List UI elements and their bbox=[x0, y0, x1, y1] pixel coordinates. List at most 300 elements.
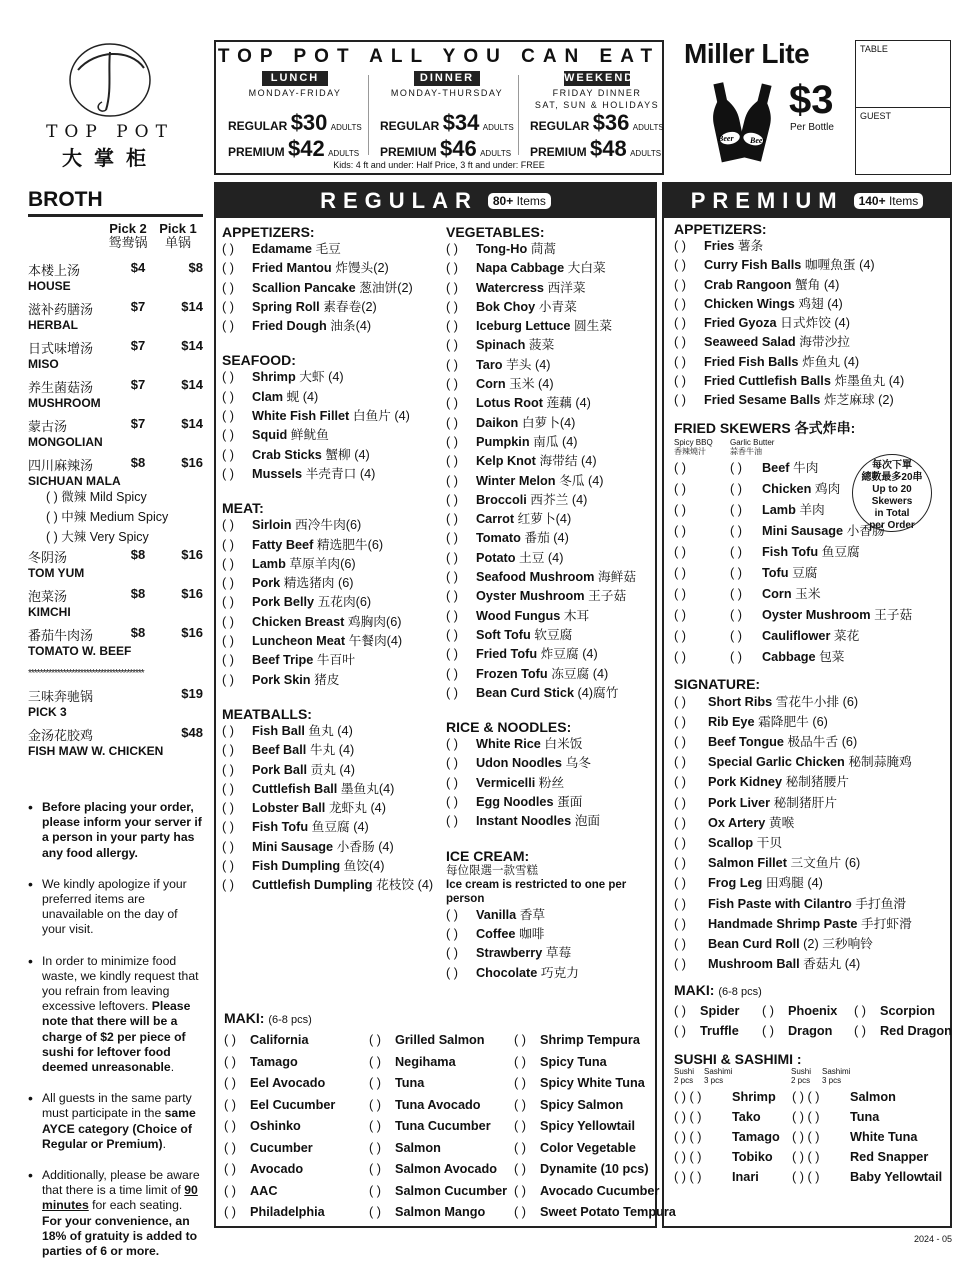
checkbox-icon[interactable]: ( ) bbox=[674, 957, 686, 972]
checkbox-icon[interactable]: ( ) bbox=[674, 374, 686, 389]
maki-item[interactable] bbox=[369, 1159, 514, 1181]
checkbox-icon[interactable]: ( ) bbox=[674, 239, 686, 253]
garlic-butter-checkbox-icon[interactable]: ( ) bbox=[730, 523, 742, 538]
sushi-item[interactable] bbox=[792, 1107, 947, 1127]
meatball-item[interactable] bbox=[222, 741, 442, 760]
appetizer-item[interactable] bbox=[222, 279, 442, 298]
maki-item[interactable] bbox=[369, 1116, 514, 1138]
checkbox-icon[interactable]: ( ) bbox=[446, 570, 458, 585]
signature-item[interactable] bbox=[674, 813, 949, 833]
checkbox-icon[interactable]: ( ) bbox=[222, 743, 234, 758]
checkbox-icon[interactable]: ( ) bbox=[762, 1004, 774, 1019]
checkbox-icon[interactable]: ( ) bbox=[446, 926, 458, 941]
garlic-butter-checkbox-icon[interactable]: ( ) bbox=[730, 586, 742, 601]
checkbox-icon[interactable]: ( ) bbox=[224, 1162, 236, 1176]
checkbox-icon[interactable]: ( ) bbox=[222, 319, 234, 334]
seafood-item[interactable] bbox=[222, 388, 442, 407]
checkbox-icon[interactable]: ( ) bbox=[222, 447, 234, 462]
maki-item[interactable] bbox=[369, 1181, 514, 1203]
checkbox-icon[interactable]: ( ) bbox=[674, 876, 686, 891]
checkbox-icon[interactable]: ( ) bbox=[446, 434, 458, 449]
checkbox-icon[interactable]: ( ) bbox=[446, 589, 458, 604]
meatball-item[interactable] bbox=[222, 838, 442, 857]
broth-item[interactable] bbox=[28, 377, 203, 416]
sushi-item[interactable] bbox=[792, 1127, 947, 1147]
checkbox-icon[interactable]: ( ) bbox=[222, 428, 234, 443]
sushi-item[interactable] bbox=[674, 1107, 792, 1127]
checkbox-icon[interactable]: ( ) bbox=[674, 296, 686, 311]
checkbox-icon[interactable]: ( ) bbox=[224, 1033, 236, 1047]
checkbox-icon[interactable]: ( ) bbox=[446, 814, 458, 829]
checkbox-icon[interactable]: ( ) bbox=[446, 550, 458, 565]
checkbox-icon[interactable]: ( ) bbox=[674, 795, 686, 810]
vegetable-item[interactable] bbox=[446, 452, 656, 471]
checkbox-icon[interactable]: ( ) bbox=[762, 1024, 774, 1039]
rice-noodle-item[interactable] bbox=[446, 754, 656, 773]
spicy-bbq-checkbox-icon[interactable]: ( ) bbox=[674, 481, 686, 496]
sushi-item[interactable] bbox=[674, 1167, 792, 1187]
signature-item[interactable] bbox=[674, 772, 949, 792]
maki-item[interactable] bbox=[224, 1052, 369, 1074]
checkbox-icon[interactable]: ( ) bbox=[674, 393, 686, 408]
vegetable-item[interactable] bbox=[446, 298, 656, 317]
ice-cream-item[interactable] bbox=[446, 944, 656, 963]
checkbox-icon[interactable]: ( ) bbox=[446, 377, 458, 392]
checkbox-icon[interactable]: ( ) bbox=[222, 723, 234, 738]
checkbox-icon[interactable]: ( ) bbox=[674, 714, 686, 729]
seafood-item[interactable] bbox=[222, 446, 442, 465]
meatball-item[interactable] bbox=[222, 818, 442, 837]
checkbox-icon[interactable]: ( ) bbox=[446, 685, 458, 700]
checkbox-icon[interactable]: ( ) bbox=[222, 299, 234, 314]
checkbox-icon[interactable]: ( ) bbox=[514, 1183, 526, 1198]
vegetable-item[interactable] bbox=[446, 240, 656, 259]
sushi-item[interactable] bbox=[792, 1147, 947, 1167]
maki-item[interactable] bbox=[514, 1202, 676, 1224]
checkbox-icon[interactable]: ( ) bbox=[446, 319, 458, 334]
signature-item[interactable] bbox=[674, 954, 949, 974]
premium-appetizer-item[interactable] bbox=[674, 333, 949, 352]
ice-cream-item[interactable] bbox=[446, 964, 656, 983]
sushi-item[interactable] bbox=[792, 1167, 947, 1187]
meatball-item[interactable] bbox=[222, 780, 442, 799]
checkbox-icon[interactable]: ( ) bbox=[369, 1162, 381, 1176]
sushi-checkbox-icon[interactable]: ( ) ( ) bbox=[674, 1150, 702, 1165]
vegetable-item[interactable] bbox=[446, 626, 656, 645]
signature-item[interactable] bbox=[674, 914, 949, 934]
meatball-item[interactable] bbox=[222, 876, 442, 895]
signature-item[interactable] bbox=[674, 793, 949, 813]
checkbox-icon[interactable]: ( ) bbox=[674, 896, 686, 911]
checkbox-icon[interactable]: ( ) bbox=[222, 389, 234, 404]
sushi-checkbox-icon[interactable]: ( ) ( ) bbox=[792, 1150, 820, 1165]
appetizer-item[interactable] bbox=[222, 298, 442, 317]
vegetable-item[interactable] bbox=[446, 414, 656, 433]
checkbox-icon[interactable]: ( ) bbox=[446, 415, 458, 430]
broth-item[interactable] bbox=[28, 338, 203, 377]
broth-item[interactable] bbox=[28, 455, 203, 487]
checkbox-icon[interactable]: ( ) bbox=[222, 466, 234, 481]
checkbox-icon[interactable]: ( ) bbox=[446, 280, 458, 295]
signature-item[interactable] bbox=[674, 692, 949, 712]
checkbox-icon[interactable]: ( ) bbox=[222, 839, 234, 854]
garlic-butter-checkbox-icon[interactable]: ( ) bbox=[730, 565, 742, 580]
checkbox-icon[interactable]: ( ) bbox=[446, 666, 458, 681]
signature-item[interactable] bbox=[674, 833, 949, 853]
checkbox-icon[interactable]: ( ) bbox=[446, 299, 458, 314]
meat-item[interactable] bbox=[222, 536, 442, 555]
maki-item[interactable] bbox=[514, 1030, 654, 1052]
premium-maki-item[interactable] bbox=[674, 1021, 762, 1041]
checkbox-icon[interactable]: ( ) bbox=[514, 1076, 526, 1090]
checkbox-icon[interactable]: ( ) bbox=[446, 627, 458, 642]
maki-item[interactable] bbox=[224, 1159, 369, 1181]
checkbox-icon[interactable]: ( ) bbox=[674, 277, 686, 292]
checkbox-icon[interactable]: ( ) bbox=[222, 820, 234, 835]
checkbox-icon[interactable]: ( ) bbox=[446, 473, 458, 488]
checkbox-icon[interactable]: ( ) bbox=[674, 856, 686, 871]
premium-appetizer-item[interactable] bbox=[674, 391, 949, 410]
checkbox-icon[interactable]: ( ) bbox=[854, 1004, 866, 1019]
ice-cream-item[interactable] bbox=[446, 906, 656, 925]
maki-item[interactable] bbox=[369, 1073, 514, 1095]
signature-item[interactable] bbox=[674, 934, 949, 954]
spicy-bbq-checkbox-icon[interactable]: ( ) bbox=[674, 502, 686, 517]
checkbox-icon[interactable]: ( ) bbox=[674, 815, 686, 830]
garlic-butter-checkbox-icon[interactable]: ( ) bbox=[730, 481, 742, 496]
signature-item[interactable] bbox=[674, 752, 949, 772]
checkbox-icon[interactable]: ( ) bbox=[446, 492, 458, 507]
spicy-level-option[interactable]: ( ) 中辣 Medium Spicy bbox=[46, 510, 169, 524]
vegetable-item[interactable] bbox=[446, 645, 656, 664]
sushi-checkbox-icon[interactable]: ( ) ( ) bbox=[674, 1170, 702, 1185]
meatball-item[interactable] bbox=[222, 722, 442, 741]
checkbox-icon[interactable]: ( ) bbox=[222, 878, 234, 893]
seafood-item[interactable] bbox=[222, 465, 442, 484]
guest-field[interactable]: GUEST bbox=[860, 111, 892, 121]
checkbox-icon[interactable]: ( ) bbox=[224, 1140, 236, 1155]
checkbox-icon[interactable]: ( ) bbox=[446, 512, 458, 527]
checkbox-icon[interactable]: ( ) bbox=[222, 653, 234, 668]
maki-item[interactable] bbox=[514, 1073, 654, 1095]
sushi-checkbox-icon[interactable]: ( ) ( ) bbox=[674, 1110, 702, 1125]
maki-item[interactable] bbox=[224, 1181, 369, 1203]
signature-name-cn: 黄喉 bbox=[768, 815, 795, 830]
checkbox-icon[interactable]: ( ) bbox=[222, 762, 234, 777]
checkbox-icon[interactable]: ( ) bbox=[222, 242, 234, 256]
checkbox-icon[interactable]: ( ) bbox=[222, 537, 234, 552]
checkbox-icon[interactable]: ( ) bbox=[222, 261, 234, 276]
checkbox-icon[interactable]: ( ) bbox=[514, 1140, 526, 1155]
vegetable-item[interactable] bbox=[446, 684, 656, 703]
checkbox-icon[interactable]: ( ) bbox=[514, 1054, 526, 1069]
vegetable-item[interactable] bbox=[446, 336, 656, 355]
maki-item[interactable] bbox=[369, 1030, 514, 1052]
sushi-checkbox-icon[interactable]: ( ) ( ) bbox=[792, 1110, 820, 1125]
checkbox-icon[interactable]: ( ) bbox=[224, 1119, 236, 1133]
meat-item[interactable] bbox=[222, 613, 442, 632]
checkbox-icon[interactable]: ( ) bbox=[674, 916, 686, 931]
checkbox-icon[interactable]: ( ) bbox=[446, 531, 458, 546]
checkbox-icon[interactable]: ( ) bbox=[446, 242, 458, 256]
signature-item[interactable] bbox=[674, 712, 949, 732]
meatball-item[interactable] bbox=[222, 857, 442, 876]
broth-item[interactable] bbox=[28, 547, 203, 586]
checkbox-icon[interactable]: ( ) bbox=[222, 634, 234, 649]
checkbox-icon[interactable]: ( ) bbox=[369, 1097, 381, 1112]
premium-appetizer-item[interactable] bbox=[674, 353, 949, 372]
vegetable-item[interactable] bbox=[446, 665, 656, 684]
checkbox-icon[interactable]: ( ) bbox=[222, 614, 234, 629]
checkbox-icon[interactable]: ( ) bbox=[222, 576, 234, 591]
spicy-bbq-checkbox-icon[interactable]: ( ) bbox=[674, 523, 686, 538]
spicy-level-option[interactable]: ( ) 微辣 Mild Spicy bbox=[46, 490, 147, 504]
skewer-item[interactable] bbox=[674, 542, 949, 563]
meat-item[interactable] bbox=[222, 574, 442, 593]
checkbox-icon[interactable]: ( ) bbox=[514, 1097, 526, 1112]
vegetable-item[interactable] bbox=[446, 317, 656, 336]
broth-item[interactable] bbox=[28, 260, 203, 299]
premium-appetizer-item[interactable] bbox=[674, 256, 949, 275]
rice-noodle-item[interactable] bbox=[446, 774, 656, 793]
spicy-level-option[interactable]: ( ) 大辣 Very Spicy bbox=[46, 530, 149, 544]
checkbox-icon[interactable]: ( ) bbox=[674, 735, 686, 750]
vegetable-item[interactable] bbox=[446, 607, 656, 626]
checkbox-icon[interactable]: ( ) bbox=[446, 357, 458, 372]
checkbox-icon[interactable]: ( ) bbox=[369, 1183, 381, 1198]
checkbox-icon[interactable]: ( ) bbox=[514, 1205, 526, 1219]
premium-maki-item[interactable] bbox=[762, 1021, 854, 1041]
checkbox-icon[interactable]: ( ) bbox=[224, 1205, 236, 1219]
broth-item[interactable] bbox=[28, 586, 203, 625]
skewer-item[interactable] bbox=[674, 626, 949, 647]
sushi-item[interactable] bbox=[674, 1087, 792, 1107]
skewer-item[interactable] bbox=[674, 584, 949, 605]
appetizer-item[interactable] bbox=[222, 259, 442, 278]
garlic-butter-checkbox-icon[interactable]: ( ) bbox=[730, 607, 742, 622]
meat-item[interactable] bbox=[222, 651, 442, 670]
maki-item[interactable] bbox=[224, 1138, 369, 1160]
premium-appetizer-item[interactable] bbox=[674, 372, 949, 391]
checkbox-icon[interactable]: ( ) bbox=[222, 781, 234, 796]
maki-item[interactable] bbox=[514, 1181, 660, 1203]
checkbox-icon[interactable]: ( ) bbox=[222, 859, 234, 874]
appetizer-item[interactable] bbox=[222, 317, 442, 336]
checkbox-icon[interactable]: ( ) bbox=[446, 454, 458, 469]
signature-item[interactable] bbox=[674, 873, 949, 893]
checkbox-icon[interactable]: ( ) bbox=[674, 835, 686, 850]
sushi-checkbox-icon[interactable]: ( ) ( ) bbox=[792, 1090, 820, 1105]
checkbox-icon[interactable]: ( ) bbox=[446, 261, 458, 276]
checkbox-icon[interactable]: ( ) bbox=[674, 694, 686, 709]
checkbox-icon[interactable]: ( ) bbox=[222, 672, 234, 687]
maki-item[interactable] bbox=[514, 1052, 654, 1074]
checkbox-icon[interactable]: ( ) bbox=[224, 1076, 236, 1090]
maki-item[interactable] bbox=[514, 1095, 654, 1117]
skewer-item[interactable] bbox=[674, 647, 949, 668]
checkbox-icon[interactable]: ( ) bbox=[369, 1140, 381, 1155]
checkbox-icon[interactable]: ( ) bbox=[446, 965, 458, 980]
premium-maki-item[interactable] bbox=[854, 1021, 952, 1041]
checkbox-icon[interactable]: ( ) bbox=[854, 1024, 866, 1039]
maki-item[interactable] bbox=[514, 1159, 654, 1181]
checkbox-icon[interactable]: ( ) bbox=[369, 1205, 381, 1219]
checkbox-icon[interactable]: ( ) bbox=[222, 556, 234, 571]
sushi-item[interactable] bbox=[792, 1087, 947, 1107]
checkbox-icon[interactable]: ( ) bbox=[369, 1119, 381, 1133]
garlic-butter-checkbox-icon[interactable]: ( ) bbox=[730, 544, 742, 559]
premium-appetizer-item[interactable] bbox=[674, 295, 949, 314]
maki-item[interactable] bbox=[369, 1202, 514, 1224]
garlic-butter-checkbox-icon[interactable]: ( ) bbox=[730, 649, 742, 664]
checkbox-icon[interactable]: ( ) bbox=[674, 775, 686, 790]
skewer-item[interactable] bbox=[674, 563, 949, 584]
checkbox-icon[interactable]: ( ) bbox=[446, 338, 458, 353]
garlic-butter-checkbox-icon[interactable]: ( ) bbox=[730, 460, 742, 475]
checkbox-icon[interactable]: ( ) bbox=[674, 936, 686, 951]
meat-item[interactable] bbox=[222, 555, 442, 574]
spicy-bbq-checkbox-icon[interactable]: ( ) bbox=[674, 607, 686, 622]
spicy-bbq-checkbox-icon[interactable]: ( ) bbox=[674, 565, 686, 580]
vegetable-item[interactable] bbox=[446, 394, 656, 413]
meatball-item[interactable] bbox=[222, 761, 442, 780]
premium-maki-item[interactable] bbox=[854, 1001, 949, 1021]
ice-cream-item[interactable] bbox=[446, 925, 656, 944]
checkbox-icon[interactable]: ( ) bbox=[369, 1054, 381, 1069]
checkbox-icon[interactable]: ( ) bbox=[222, 370, 234, 385]
vegetable-item[interactable] bbox=[446, 587, 656, 606]
rice-noodle-item[interactable] bbox=[446, 735, 656, 754]
checkbox-icon[interactable]: ( ) bbox=[222, 595, 234, 610]
maki-item[interactable] bbox=[369, 1095, 514, 1117]
maki-item[interactable] bbox=[514, 1116, 654, 1138]
checkbox-icon[interactable]: ( ) bbox=[514, 1119, 526, 1133]
seafood-item[interactable] bbox=[222, 426, 442, 445]
vegetable-item[interactable] bbox=[446, 491, 656, 510]
checkbox-icon[interactable]: ( ) bbox=[514, 1162, 526, 1176]
seafood-item[interactable] bbox=[222, 368, 442, 387]
vegetable-item[interactable] bbox=[446, 375, 656, 394]
broth-item[interactable] bbox=[28, 686, 203, 725]
checkbox-icon[interactable]: ( ) bbox=[224, 1183, 236, 1198]
meat-item[interactable] bbox=[222, 632, 442, 651]
maki-item[interactable] bbox=[514, 1138, 654, 1160]
spicy-bbq-checkbox-icon[interactable]: ( ) bbox=[674, 544, 686, 559]
broth-item[interactable] bbox=[28, 299, 203, 338]
garlic-butter-checkbox-icon[interactable]: ( ) bbox=[730, 628, 742, 643]
checkbox-icon[interactable]: ( ) bbox=[446, 647, 458, 662]
checkbox-icon[interactable]: ( ) bbox=[674, 335, 686, 350]
vegetable-item[interactable] bbox=[446, 259, 656, 278]
meat-item[interactable] bbox=[222, 593, 442, 612]
table-guest-box[interactable] bbox=[855, 40, 951, 175]
signature-item[interactable] bbox=[674, 894, 949, 914]
spicy-bbq-checkbox-icon[interactable]: ( ) bbox=[674, 460, 686, 475]
vegetable-item[interactable] bbox=[446, 356, 656, 375]
checkbox-icon[interactable]: ( ) bbox=[369, 1033, 381, 1047]
sushi-checkbox-icon[interactable]: ( ) ( ) bbox=[792, 1170, 820, 1185]
checkbox-icon[interactable]: ( ) bbox=[674, 1004, 686, 1019]
table-field[interactable]: TABLE bbox=[856, 41, 950, 108]
spicy-bbq-checkbox-icon[interactable]: ( ) bbox=[674, 586, 686, 601]
checkbox-icon[interactable]: ( ) bbox=[369, 1076, 381, 1090]
maki-item[interactable] bbox=[369, 1138, 514, 1160]
checkbox-icon[interactable]: ( ) bbox=[674, 1024, 686, 1039]
premium-appetizer-item[interactable] bbox=[674, 276, 949, 295]
maki-item[interactable] bbox=[224, 1095, 369, 1117]
checkbox-icon[interactable]: ( ) bbox=[222, 280, 234, 295]
broth-item[interactable] bbox=[28, 625, 203, 664]
broth-item[interactable] bbox=[28, 416, 203, 455]
checkbox-icon[interactable]: ( ) bbox=[446, 737, 458, 752]
rice-noodle-item[interactable] bbox=[446, 793, 656, 812]
checkbox-icon[interactable]: ( ) bbox=[446, 795, 458, 810]
premium-appetizer-item[interactable] bbox=[674, 237, 949, 256]
checkbox-icon[interactable]: ( ) bbox=[446, 608, 458, 623]
checkbox-icon[interactable]: ( ) bbox=[446, 907, 458, 922]
broth-item[interactable] bbox=[28, 725, 203, 764]
checkbox-icon[interactable]: ( ) bbox=[446, 396, 458, 411]
sushi-item[interactable] bbox=[674, 1147, 792, 1167]
garlic-butter-checkbox-icon[interactable]: ( ) bbox=[730, 502, 742, 517]
maki-item[interactable] bbox=[224, 1116, 369, 1138]
maki-item[interactable] bbox=[369, 1052, 514, 1074]
premium-appetizer-item[interactable] bbox=[674, 314, 949, 333]
checkbox-icon[interactable]: ( ) bbox=[674, 755, 686, 770]
checkbox-icon[interactable]: ( ) bbox=[674, 316, 686, 331]
checkbox-icon[interactable]: ( ) bbox=[446, 775, 458, 790]
vegetable-item[interactable] bbox=[446, 568, 656, 587]
spicy-bbq-checkbox-icon[interactable]: ( ) bbox=[674, 649, 686, 664]
seafood-item[interactable] bbox=[222, 407, 442, 426]
sushi-checkbox-icon[interactable]: ( ) ( ) bbox=[792, 1130, 820, 1145]
maki-item[interactable] bbox=[224, 1202, 369, 1224]
rice-noodle-item[interactable] bbox=[446, 812, 656, 831]
checkbox-icon[interactable]: ( ) bbox=[222, 409, 234, 424]
checkbox-icon[interactable]: ( ) bbox=[446, 756, 458, 771]
premium-maki-item[interactable] bbox=[762, 1001, 854, 1021]
checkbox-icon[interactable]: ( ) bbox=[514, 1033, 526, 1047]
signature-item[interactable] bbox=[674, 732, 949, 752]
appetizer-item[interactable] bbox=[222, 240, 442, 259]
vegetable-item[interactable] bbox=[446, 433, 656, 452]
vegetable-item[interactable] bbox=[446, 510, 656, 529]
meat-item[interactable] bbox=[222, 516, 442, 535]
checkbox-icon[interactable]: ( ) bbox=[224, 1054, 236, 1069]
checkbox-icon[interactable]: ( ) bbox=[674, 354, 686, 369]
spicy-bbq-checkbox-icon[interactable]: ( ) bbox=[674, 628, 686, 643]
sushi-checkbox-icon[interactable]: ( ) ( ) bbox=[674, 1130, 702, 1145]
meat-item[interactable] bbox=[222, 671, 442, 690]
checkbox-icon[interactable]: ( ) bbox=[222, 801, 234, 816]
maki-item[interactable] bbox=[224, 1073, 369, 1095]
vegetable-item[interactable] bbox=[446, 529, 656, 548]
meatball-item[interactable] bbox=[222, 799, 442, 818]
sushi-checkbox-icon[interactable]: ( ) ( ) bbox=[674, 1090, 702, 1105]
checkbox-icon[interactable]: ( ) bbox=[222, 518, 234, 533]
checkbox-icon[interactable]: ( ) bbox=[446, 946, 458, 961]
signature-item[interactable] bbox=[674, 853, 949, 873]
checkbox-icon[interactable]: ( ) bbox=[674, 258, 686, 273]
vegetable-item[interactable] bbox=[446, 472, 656, 491]
vegetable-item[interactable] bbox=[446, 279, 656, 298]
sushi-item[interactable] bbox=[674, 1127, 792, 1147]
premium-maki-item[interactable] bbox=[674, 1001, 762, 1021]
maki-item[interactable] bbox=[224, 1030, 369, 1052]
vegetable-item[interactable] bbox=[446, 549, 656, 568]
skewer-item[interactable] bbox=[674, 605, 949, 626]
checkbox-icon[interactable]: ( ) bbox=[224, 1097, 236, 1112]
